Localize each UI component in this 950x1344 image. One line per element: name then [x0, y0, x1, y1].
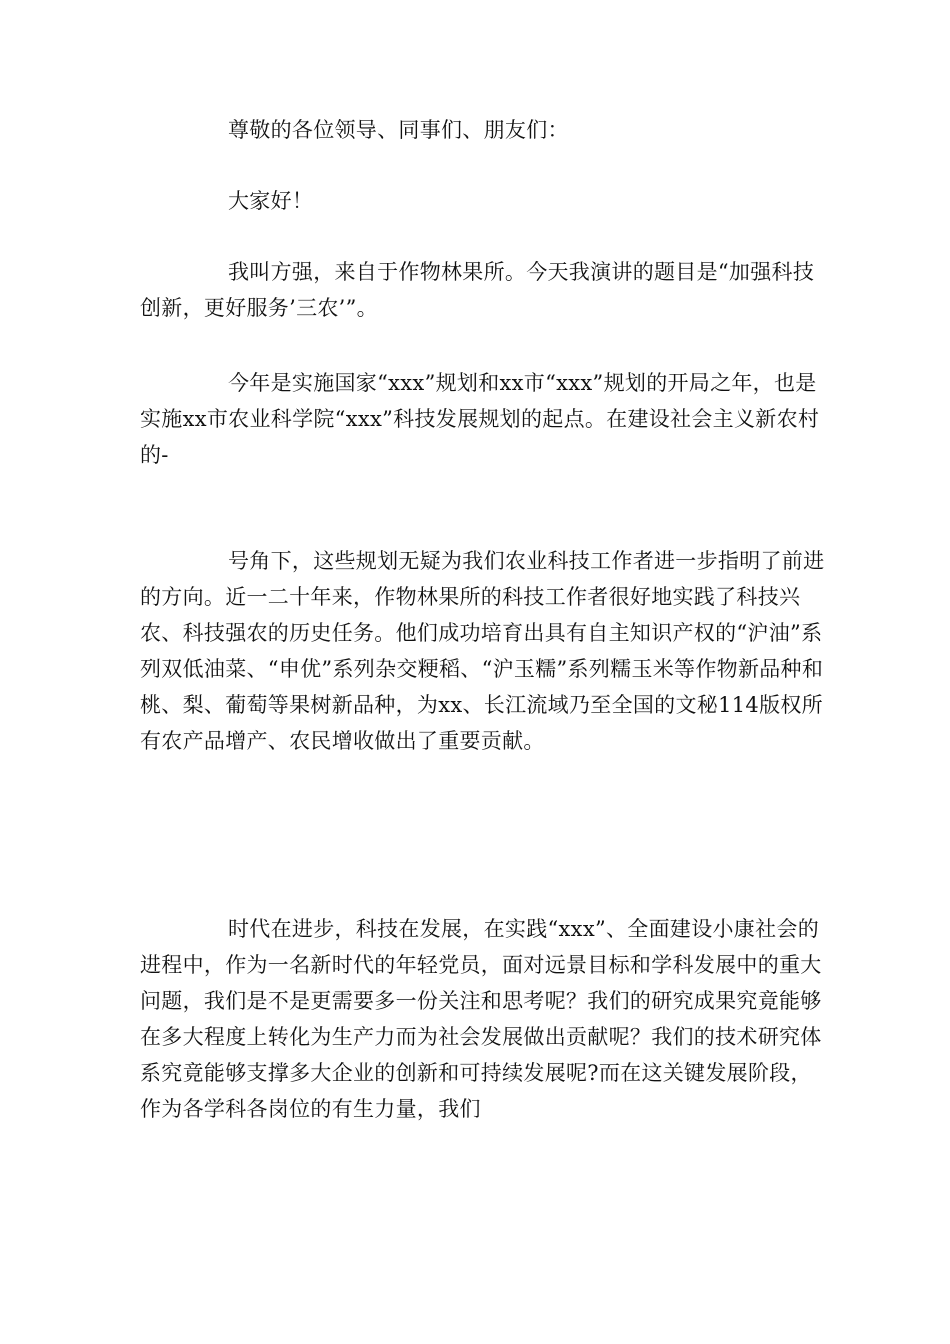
- greeting: 大家好！: [228, 189, 314, 213]
- paragraph-questions: 时代在进步，科技在发展，在实践“xxx”、全面建设小康社会的进程中，作为一名新时代的年轻党员，面对远景目标和学科发展中的重大问题，我们是不是更需要多一份关注和思考呢？我们的研究成果究竟能够在多大程度上转化为生产力而为社会发展做出贡献呢？我们的技术研究体系究竟能够支撑多大企业的创新和可持续发展呢?而在这关键发展阶段，作为各学科各岗位的有生力量，我们: [140, 917, 822, 1121]
- paragraph-plans: 今年是实施国家“xxx”规划和xx市“xxx”规划的开局之年，也是实施xx市农业科学院“xxx”科技发展规划的起点。在建设社会主义新农村的-: [140, 371, 820, 467]
- paragraph-intro: 我叫方强，来自于作物林果所。今天我演讲的题目是“加强科技创新，更好服务’三农’”。: [140, 260, 815, 320]
- paragraph-achievements: 号角下，这些规划无疑为我们农业科技工作者进一步指明了前进的方向。近一二十年来，作物林果所的科技工作者很好地实践了科技兴农、科技强农的历史任务。他们成功培育出具有自主知识产权的“沪油”系列双低油菜、“申优”系列杂交粳稻、“沪玉糯”系列糯玉米等作物新品种和桃、梨、葡萄等果树新品种，为xx、长江流域乃至全国的文秘114版权所有农产品增产、农民增收做出了重要贡献。: [140, 549, 825, 753]
- salutation: 尊敬的各位领导、同事们、朋友们：: [228, 118, 569, 142]
